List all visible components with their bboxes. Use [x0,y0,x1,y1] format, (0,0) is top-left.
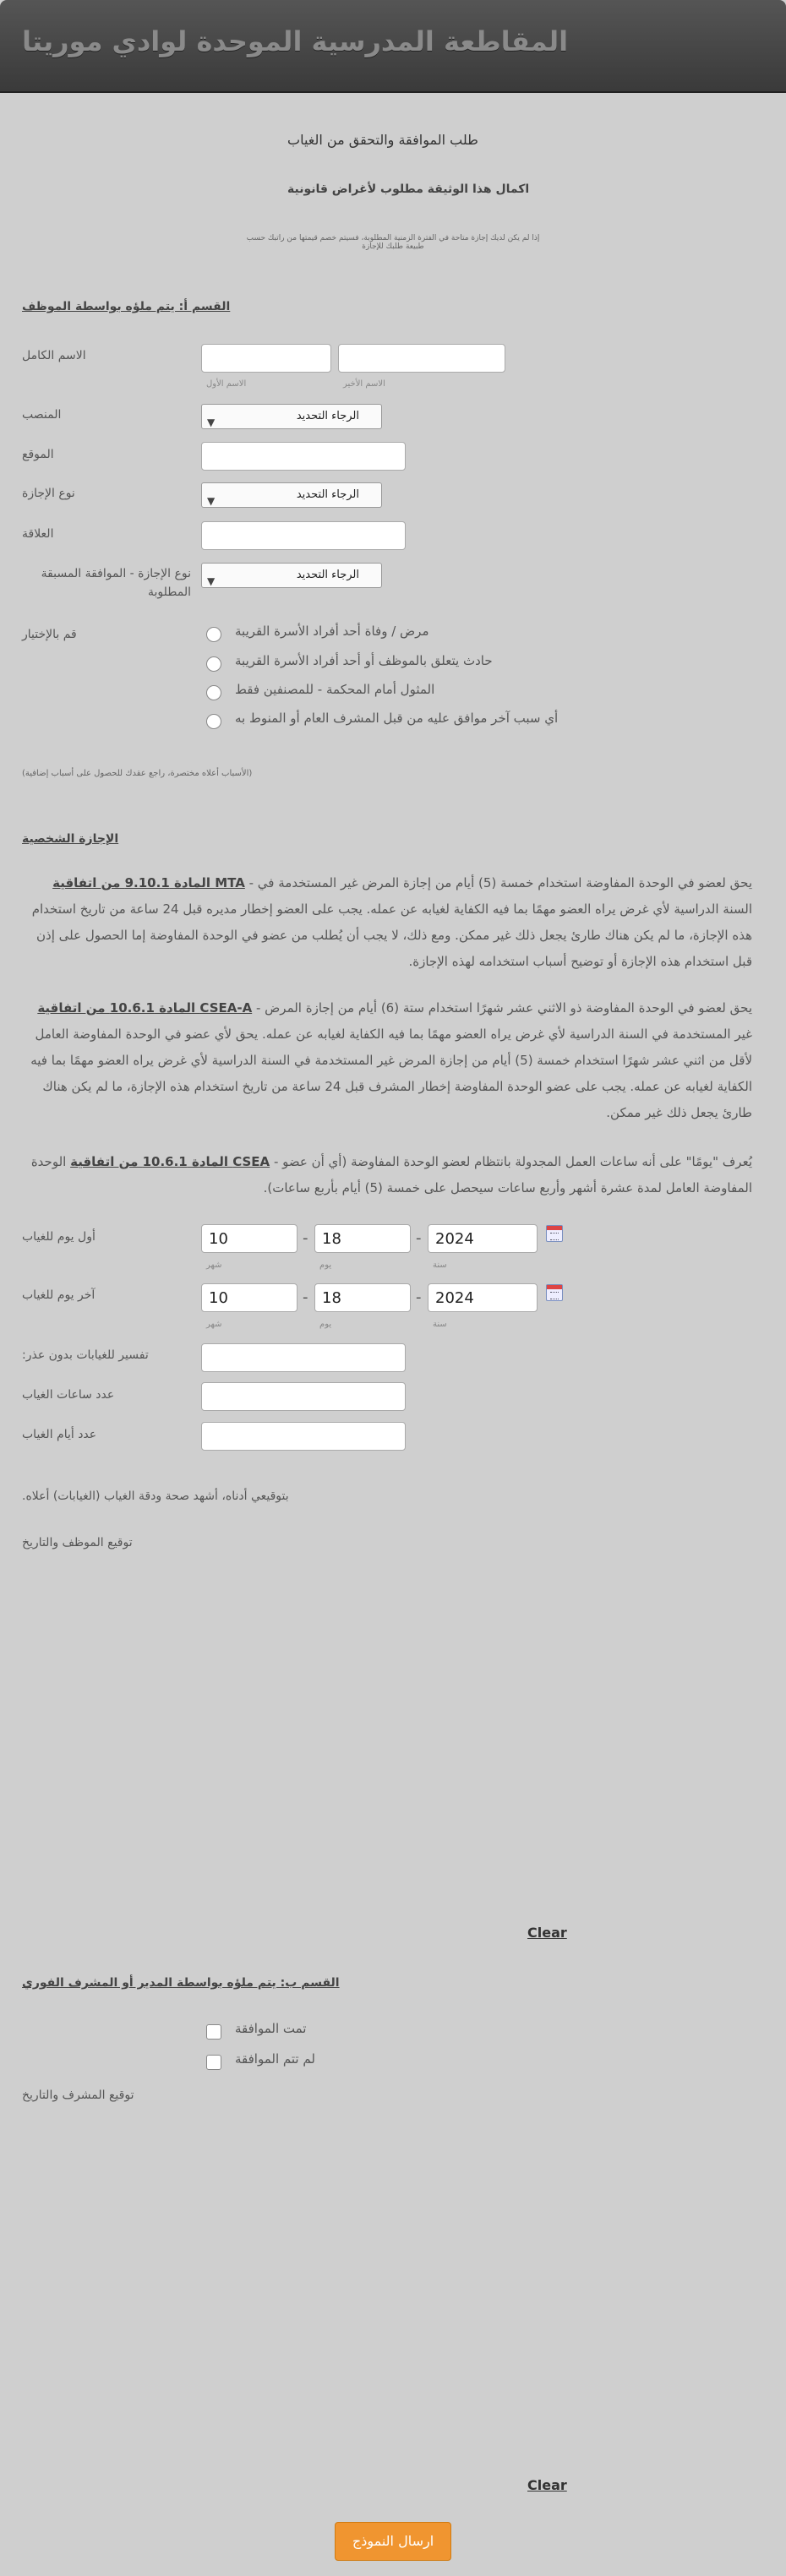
full-name-label: الاسم الكامل [22,349,86,362]
first-day-month-input[interactable] [201,1224,297,1253]
supervisor-signature-clear-button[interactable]: Clear [527,2477,567,2493]
prior-approval-label: نوع الإجازة - الموافقة المسبقة المطلوبة [41,567,191,599]
approved-checkbox[interactable] [206,2024,221,2040]
supervisor-signature-pad[interactable] [22,2112,563,2471]
month-sublabel: شهر [206,1320,222,1329]
relationship-label: العلاقة [22,527,54,541]
csea-a-paragraph: يحق لعضو في الوحدة المفاوضة ذو الاثني عشر شهرًا استخدام ستة (6) أيام من إجازة المرض - CSEA-A المادة 10.6.1 من اتفاقية غير المستخدمة في السنة الدراسية لأي غرض يراه العضو مهمًا بما فيه الكفاية لغيابه عن عمله. يحق لأي عضو في الوحدة المفاوضة العامل لأقل من اثني عشر شهرًا استخدام خمسة (5) أيام من إجازة المرض غير المستخدمة في السنة الدراسية لأي غرض يراه العضو مهمًا بما فيه الكفاية لغيابه عن عمله. يجب على عضو الوحدة المفاوضة إخطار المشرف قبل 24 ساعة من تاريخ استخدام هذه الإجازة، ما لم يكن هناك طارئ يجعل ذلك غير ممكن. [30,1000,752,1120]
employee-signature-pad[interactable] [22,1559,563,1922]
csea-para-post: الوحدة المفاوضة العامل لمدة عشرة أشهر وأربع ساعات سيحصل على خمسة (5) أيام بأربع ساعات). [30,1154,752,1195]
year-sublabel: سنة [433,1261,447,1270]
position-select-value: الرجاء التحديد [296,410,359,422]
chevron-down-icon: ▼ [207,575,216,587]
option-label-4: أي سبب آخر موافق عليه من قبل المشرف العام أو المنوط به [235,711,559,726]
choose-note: (الأسباب أعلاه مختصرة، راجع عقدك للحصول على أسباب إضافية) [22,769,253,778]
csea-paragraph: يُعرف "يومًا" على أنه ساعات العمل المجدولة بانتظام لعضو الوحدة المفاوضة (أي أن عضو - CSEA المادة 10.6.1 من اتفاقية الوحدة المفاوضة العامل لمدة عشرة أشهر وأربع ساعات سيحصل على خمسة (5) أيام بأربع ساعات). [30,1154,752,1195]
last-day-day-input[interactable] [314,1283,411,1312]
first-name-input[interactable] [201,344,331,373]
form-title: طلب الموافقة والتحقق من الغياب [287,132,478,148]
mta-para-post: السنة الدراسية لأي غرض يراه العضو مهمًا بما فيه الكفاية لغيابه عن عمله. يجب على العضو إخطار مديره قبل 24 ساعة من تاريخ استخدام هذه الإجازة، ما لم يكن هناك طارئ يجعل ذلك غير ممكن. ومع ذلك، لا يجب أن يُطلب من عضو في الوحدة المفاوضة إما الحصول على إذن قبل استخدام هذه الإجازة أو توضيح أسباب استخدامه لهذه الإجازة. [31,901,752,969]
position-select[interactable] [201,404,382,429]
csea-a-para-bold: CSEA-A المادة 10.6.1 من اتفاقية [37,1000,253,1016]
first-day-label: أول يوم للغياب [22,1230,96,1244]
date-separator: - [416,1288,422,1306]
calendar-icon[interactable] [546,1225,563,1242]
mta-para-bold: MTA المادة 9.10.1 من اتفاقية [52,875,245,890]
option-radio-1[interactable] [206,627,221,642]
csea-a-para-pre: يحق لعضو في الوحدة المفاوضة ذو الاثني عشر شهرًا استخدام ستة (6) أيام من إجازة المرض [265,1000,752,1016]
month-sublabel: شهر [206,1261,222,1270]
calendar-icon[interactable] [546,1284,563,1301]
days-label: عدد أيام الغياب [22,1428,97,1441]
unexcused-input[interactable] [201,1343,406,1372]
employee-signature-label: توقيع الموظف والتاريخ [22,1536,133,1549]
date-separator: - [303,1229,308,1247]
option-label-1: مرض / وفاة أحد أفراد الأسرة القريبة [235,624,429,639]
chevron-down-icon: ▼ [207,495,216,507]
approved-label: تمت الموافقة [235,2021,307,2036]
leave-type-select[interactable] [201,482,382,508]
chevron-down-icon: ▼ [207,417,216,428]
section-a-title: القسم أ: يتم ملؤه بواسطة الموظف [22,300,231,313]
supervisor-signature-label: توقيع المشرف والتاريخ [22,2089,134,2102]
last-name-input[interactable] [338,344,505,373]
location-label: الموقع [22,448,54,461]
date-separator: - [416,1229,422,1247]
form-note: إذا لم يكن لديك إجازة متاحة في الفترة الزمنية المطلوبة، فسيتم خصم قيمتها من راتبك حسب طبيعة طلبك للإجازة [246,234,540,251]
last-day-label: آخر يوم للغياب [22,1288,96,1302]
relationship-input[interactable] [201,521,406,550]
position-label: المنصب [22,408,62,422]
personal-leave-title: الإجازة الشخصية [22,832,119,846]
form-subtitle: اكمال هذا الوثيقة مطلوب لأغراض قانونية [287,182,530,196]
csea-para-bold: CSEA المادة 10.6.1 من اتفاقية [70,1154,270,1169]
last-day-year-input[interactable] [428,1283,538,1312]
option-radio-4[interactable] [206,714,221,729]
mta-para-pre: يحق لعضو في الوحدة المفاوضة استخدام خمسة (5) أيام من إجازة المرض غير المستخدمة في [257,875,752,890]
option-radio-3[interactable] [206,685,221,700]
csea-para-pre: يُعرف "يومًا" على أنه ساعات العمل المجدولة بانتظام لعضو الوحدة المفاوضة (أي أن عضو [282,1154,752,1169]
submit-button[interactable]: ارسال النموذج [335,2522,451,2561]
option-radio-2[interactable] [206,656,221,672]
district-title: المقاطعة المدرسية الموحدة لوادي موريتا [22,25,569,57]
days-input[interactable] [201,1422,406,1451]
day-sublabel: يوم [319,1320,332,1329]
csea-a-para-post: غير المستخدمة في السنة الدراسية لأي غرض يراه العضو مهمًا بما فيه الكفاية لغيابه عن عمله. يحق لأي عضو في الوحدة المفاوضة العامل لأقل من اثني عشر شهرًا استخدام خمسة (5) أيام من إجازة المرض غير المستخدمة في السنة الدراسية لأي غرض يراه العضو مهمًا بما فيه الكفاية لغيابه عن عمله. يجب على عضو الوحدة المفاوضة إخطار المشرف قبل 24 ساعة من تاريخ استخدام هذه الإجازة، ما لم يكن هناك طارئ يجعل ذلك غير ممكن. [30,1027,752,1120]
location-input[interactable] [201,442,406,471]
hours-label: عدد ساعات الغياب [22,1388,115,1402]
year-sublabel: سنة [433,1320,447,1329]
date-separator: - [303,1288,308,1306]
first-day-year-input[interactable] [428,1224,538,1253]
first-day-day-input[interactable] [314,1224,411,1253]
day-sublabel: يوم [319,1261,332,1270]
page-header [0,0,786,93]
hours-input[interactable] [201,1382,406,1411]
option-label-2: حادث يتعلق بالموظف أو أحد أفراد الأسرة القريبة [235,653,493,668]
last-name-sublabel: الاسم الأخير [343,379,385,389]
option-label-3: المثول أمام المحكمة - للمصنفين فقط [235,682,435,697]
section-b-title: القسم ب: يتم ملؤه بواسطة المدير أو المشرف الفوري [22,1976,340,1990]
leave-type-label: نوع الإجازة [22,487,75,500]
attest-text: بتوقيعي أدناه، أشهد صحة ودقة الغياب (الغيابات) أعلاه. [22,1490,289,1503]
prior-approval-select-value: الرجاء التحديد [296,569,359,581]
leave-type-select-value: الرجاء التحديد [296,488,359,501]
first-name-sublabel: الاسم الأول [206,379,247,389]
last-day-month-input[interactable] [201,1283,297,1312]
unexcused-label: تفسير للغيابات بدون عذر: [22,1348,149,1362]
not-approved-checkbox[interactable] [206,2055,221,2070]
choose-label: قم بالإختيار [22,628,77,641]
employee-signature-clear-button[interactable]: Clear [527,1925,567,1941]
not-approved-label: لم تتم الموافقة [235,2051,315,2067]
prior-approval-select[interactable] [201,563,382,588]
mta-paragraph: يحق لعضو في الوحدة المفاوضة استخدام خمسة (5) أيام من إجازة المرض غير المستخدمة في - MTA المادة 9.10.1 من اتفاقية السنة الدراسية لأي غرض يراه العضو مهمًا بما فيه الكفاية لغيابه عن عمله. يجب على العضو إخطار مديره قبل 24 ساعة من تاريخ استخدام هذه الإجازة، ما لم يكن هناك طارئ يجعل ذلك غير ممكن. ومع ذلك، لا يجب أن يُطلب من عضو في الوحدة المفاوضة إما الحصول على إذن قبل استخدام هذه الإجازة أو توضيح أسباب استخدامه لهذه الإجازة. [31,875,752,969]
